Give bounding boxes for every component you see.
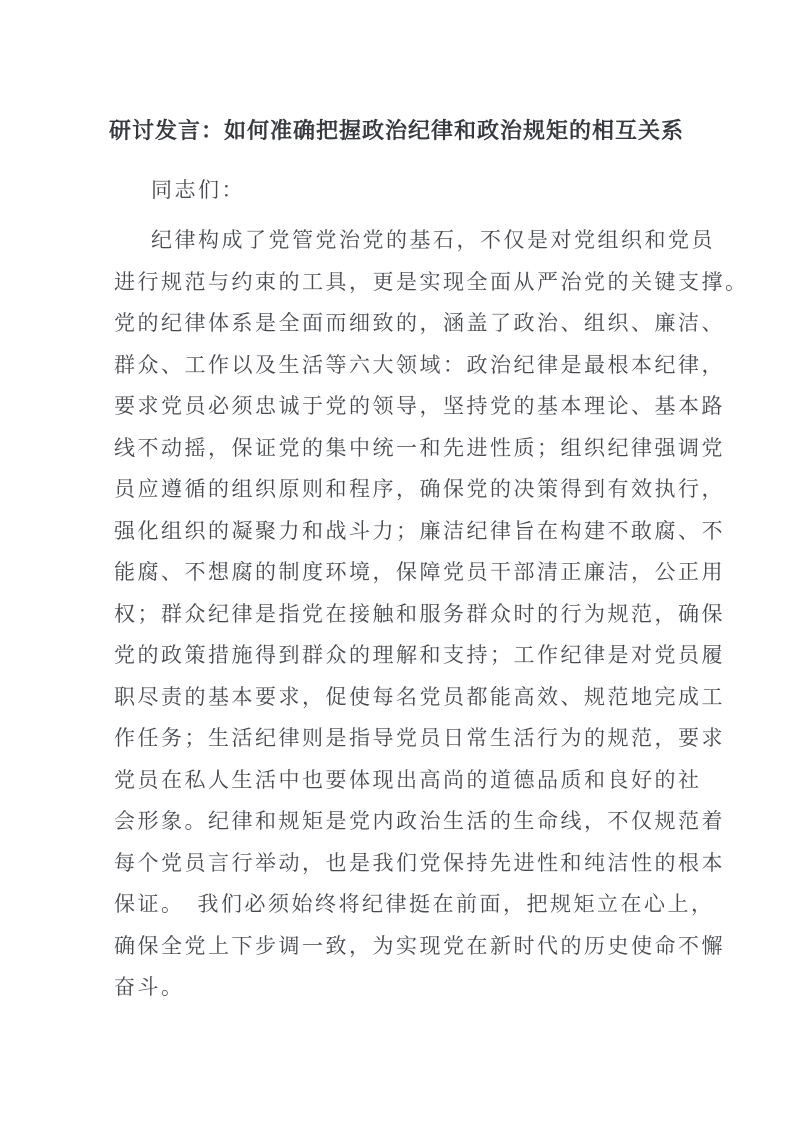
paragraph-line: 要求党员必须忠诚于党的领导，坚持党的基本理论、基本路 xyxy=(114,394,725,418)
paragraph-line: 权；群众纪律是指党在接触和服务群众时的行为规范，确保 xyxy=(114,601,725,626)
paragraph-line: 党的政策措施得到群众的理解和支持；工作纪律是对党员履 xyxy=(114,643,725,667)
paragraph-line: 党员在私人生活中也要体现出高尚的道德品质和良好的社 xyxy=(114,767,702,792)
main-paragraph xyxy=(114,220,793,1009)
paragraph-line: 保证。 我们必须始终将纪律挺在前面，把规矩立在心上， xyxy=(114,892,715,916)
paragraph-line: 群众、工作以及生活等六大领域：政治纪律是最根本纪律， xyxy=(114,352,725,377)
paragraph-line: 职尽责的基本要求，促使每名党员都能高效、规范地完成工 xyxy=(114,684,725,709)
paragraph-line: 强化组织的凝聚力和战斗力；廉洁纪律旨在构建不敢腐、不 xyxy=(114,518,725,543)
paragraph-line: 进行规范与约束的工具，更是实现全面从严治党的关键支撑。 xyxy=(114,269,749,294)
salutation-line: 同志们： xyxy=(151,177,245,202)
paragraph-line: 每个党员言行举动，也是我们党保持先进性和纯洁性的根本 xyxy=(114,850,725,875)
paragraph-line: 纪律构成了党管党治党的基石，不仅是对党组织和党员 xyxy=(151,228,715,252)
paragraph-line: 会形象。纪律和规矩是党内政治生活的生命线，不仅规范着 xyxy=(114,809,725,833)
paragraph-line: 奋斗。 xyxy=(114,975,185,999)
paragraph-line: 作任务；生活纪律则是指导党员日常生活行为的规范，要求 xyxy=(114,726,725,750)
document-title: 研讨发言：如何准确把握政治纪律和政治规矩的相互关系 xyxy=(108,118,684,143)
paragraph-line: 员应遵循的组织原则和程序，确保党的决策得到有效执行， xyxy=(114,477,725,501)
paragraph-line: 党的纪律体系是全面而细致的，涵盖了政治、组织、廉洁、 xyxy=(114,311,725,335)
paragraph-line: 确保全党上下步调一致，为实现党在新时代的历史使命不懈 xyxy=(114,933,725,958)
paragraph-line: 能腐、不想腐的制度环境，保障党员干部清正廉洁，公正用 xyxy=(114,560,725,584)
paragraph-line: 线不动摇，保证党的集中统一和先进性质；组织纪律强调党 xyxy=(114,435,725,460)
